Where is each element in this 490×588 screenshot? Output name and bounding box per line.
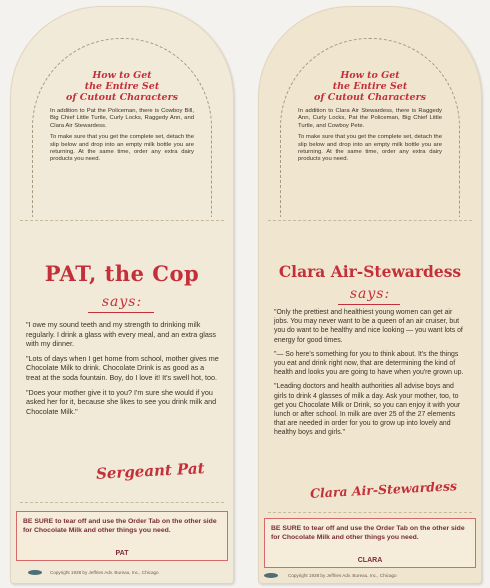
quote-paragraph: "Leading doctors and health authorities all advise boys and girls to drink 4 glasses of milk a day. Ask your mother, too, to get you Chocolate Milk or Drink, so you can enjoy it with your lunch or after school. In milk are over 25 of the 27 elements that are needed in order for you to grow up into lovely and healthy boys and girls." xyxy=(274,383,461,437)
company-logo-icon xyxy=(264,573,278,578)
tear-off-name: PAT xyxy=(115,550,129,557)
character-headline: PAT, the Cop xyxy=(44,261,200,286)
quote-paragraph: "Does your mother give it to you? I'm sure she would if you asked her for it, because she likes to see you drink milk and Chocolate Milk." xyxy=(26,387,217,416)
copyright-notice: Copyright 1938 by Jeffries Adv. Bureau, Inc., Chicago xyxy=(288,573,397,578)
howto-title-line: the Entire Set xyxy=(84,81,160,92)
howto-title xyxy=(10,70,234,103)
howto-title-line: of Cutout Characters xyxy=(66,92,178,103)
character-headline: Clara Air-Stewardess xyxy=(278,262,462,281)
howto-title-line: How to Get xyxy=(92,70,152,81)
howto-body xyxy=(50,108,194,168)
howto-title-line: the Entire Set xyxy=(332,81,408,92)
fold-line xyxy=(20,220,224,221)
howto-paragraph: In addition to Pat the Policeman, there is Cowboy Bill, Big Chief Little Turtle, Curly Locks, Raggedy Ann, and Clara Air Stewardess. xyxy=(50,108,194,129)
says-label: says: xyxy=(101,294,143,310)
signature: Clara Air-Stewardess xyxy=(309,478,458,501)
copyright-notice: Copyright 1938 by Jeffries Adv. Bureau, Inc., Chicago xyxy=(50,570,159,575)
fold-line xyxy=(268,220,472,221)
quote-paragraph: "I owe my sound teeth and my strength to drinking milk regularly. I drink a glass with every meal, and an extra glass with my dinner. xyxy=(26,320,217,349)
character-quote xyxy=(26,320,220,421)
tear-off-text: BE SURE to tear off and use the Order Tab on the other side for Chocolate Milk and other things you need. xyxy=(23,518,217,534)
fold-line xyxy=(268,512,472,513)
quote-paragraph: "Only the prettiest and healthiest young women can get air jobs. You may never want to be a queen of an air cruiser, but you do want to be healthy and nice looking — you want lots of energy for good times. xyxy=(274,309,463,344)
says-label: says: xyxy=(349,286,391,302)
says-underline xyxy=(338,304,400,305)
fold-line xyxy=(20,502,224,503)
howto-paragraph: To make sure that you get the complete set, detach the slip below and drop into an empty milk bottle you are returning. At the same time, order any extra dairy products you need. xyxy=(298,134,442,163)
tear-off-notice xyxy=(16,511,228,561)
quote-paragraph: "— So here's something for you to think about. It's the things you eat and drink right now, that are determining the kind of health and looks you are going to have when you're grown up. xyxy=(274,350,464,377)
tear-off-text: BE SURE to tear off and use the Order Tab on the other side for Chocolate Milk and other things you need. xyxy=(271,525,465,541)
says-underline xyxy=(88,312,154,313)
character-quote xyxy=(274,308,468,443)
tear-off-name: CLARA xyxy=(357,557,383,564)
howto-title xyxy=(258,70,482,103)
company-logo-icon xyxy=(28,570,42,575)
tear-off-notice xyxy=(264,518,476,568)
howto-title-line: of Cutout Characters xyxy=(314,92,426,103)
howto-title-line: How to Get xyxy=(340,70,400,81)
howto-paragraph: In addition to Clara Air Stewardess, there is Raggedy Ann, Curly Locks, Pat the Policeman, Big Chief Little Turtle, and Cowboy Pete. xyxy=(298,108,442,129)
signature: Sergeant Pat xyxy=(95,459,206,483)
clara-card xyxy=(258,6,482,584)
pat-card xyxy=(10,6,234,584)
howto-body xyxy=(298,108,442,168)
quote-paragraph: "Lots of days when I get home from school, mother gives me Chocolate Milk to drink. Chocolate Drink is as good as a treat at the soda fountain. Boy, do I love it! It's swell hot, too. xyxy=(26,353,219,382)
howto-paragraph: To make sure that you get the complete set, detach the slip below and drop into an empty milk bottle you are returning. At the same time, order any extra dairy products you need. xyxy=(50,134,194,163)
